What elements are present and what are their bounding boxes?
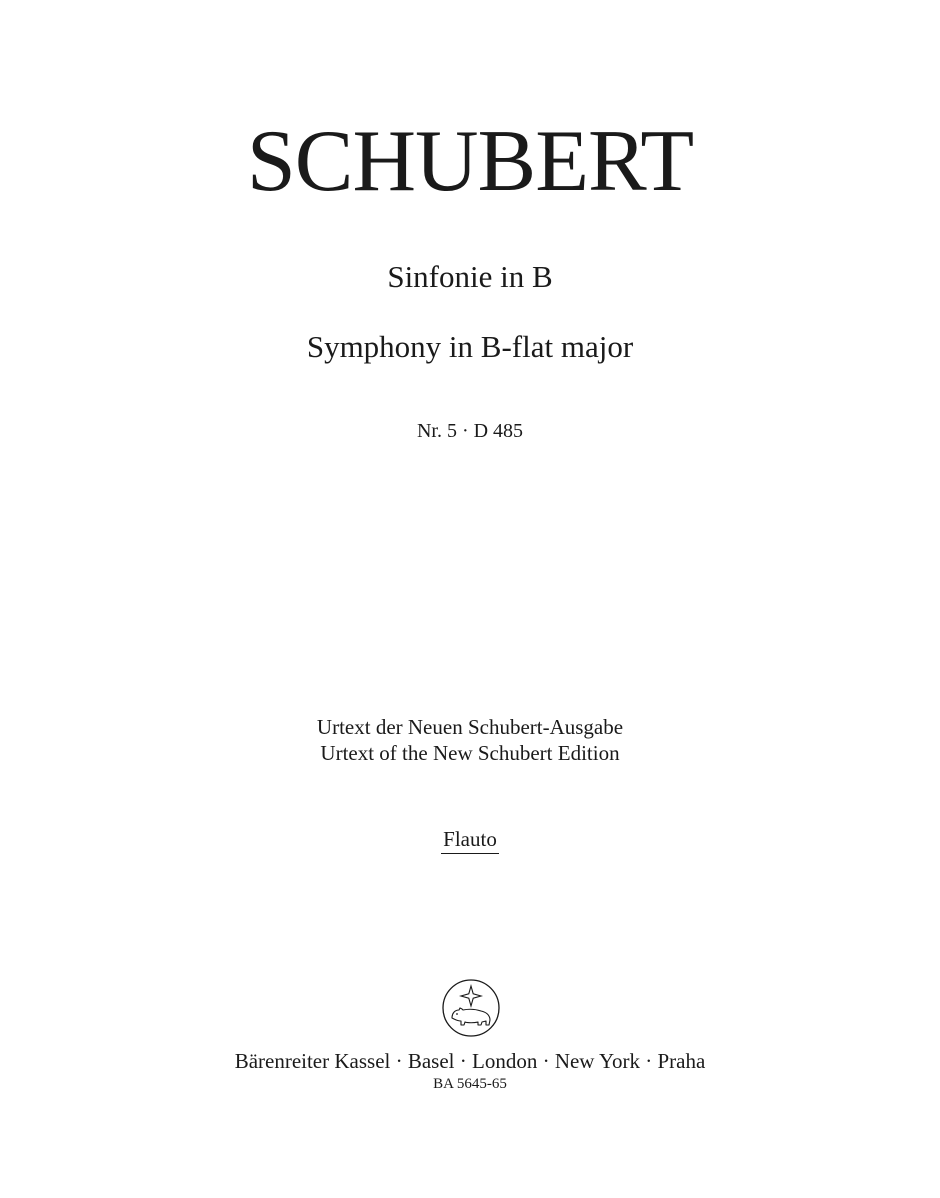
publisher-line: Bärenreiter Kassel · Basel · London · New York · Praha (234, 1049, 706, 1073)
instrument-underline (441, 853, 499, 854)
edition-note-german: Urtext der Neuen Schubert-Ausgabe (316, 715, 624, 739)
catalog-number: Nr. 5 · D 485 (416, 420, 524, 442)
composer-name: SCHUBERT (246, 113, 694, 210)
order-number: BA 5645-65 (433, 1076, 507, 1092)
edition-note-english: Urtext of the New Schubert Edition (320, 741, 620, 765)
work-title-german: Sinfonie in B (387, 259, 553, 294)
baerenreiter-bear-star-logo-icon (441, 978, 501, 1038)
instrument-part: Flauto (443, 827, 497, 851)
work-title-english: Symphony in B-flat major (306, 329, 634, 364)
